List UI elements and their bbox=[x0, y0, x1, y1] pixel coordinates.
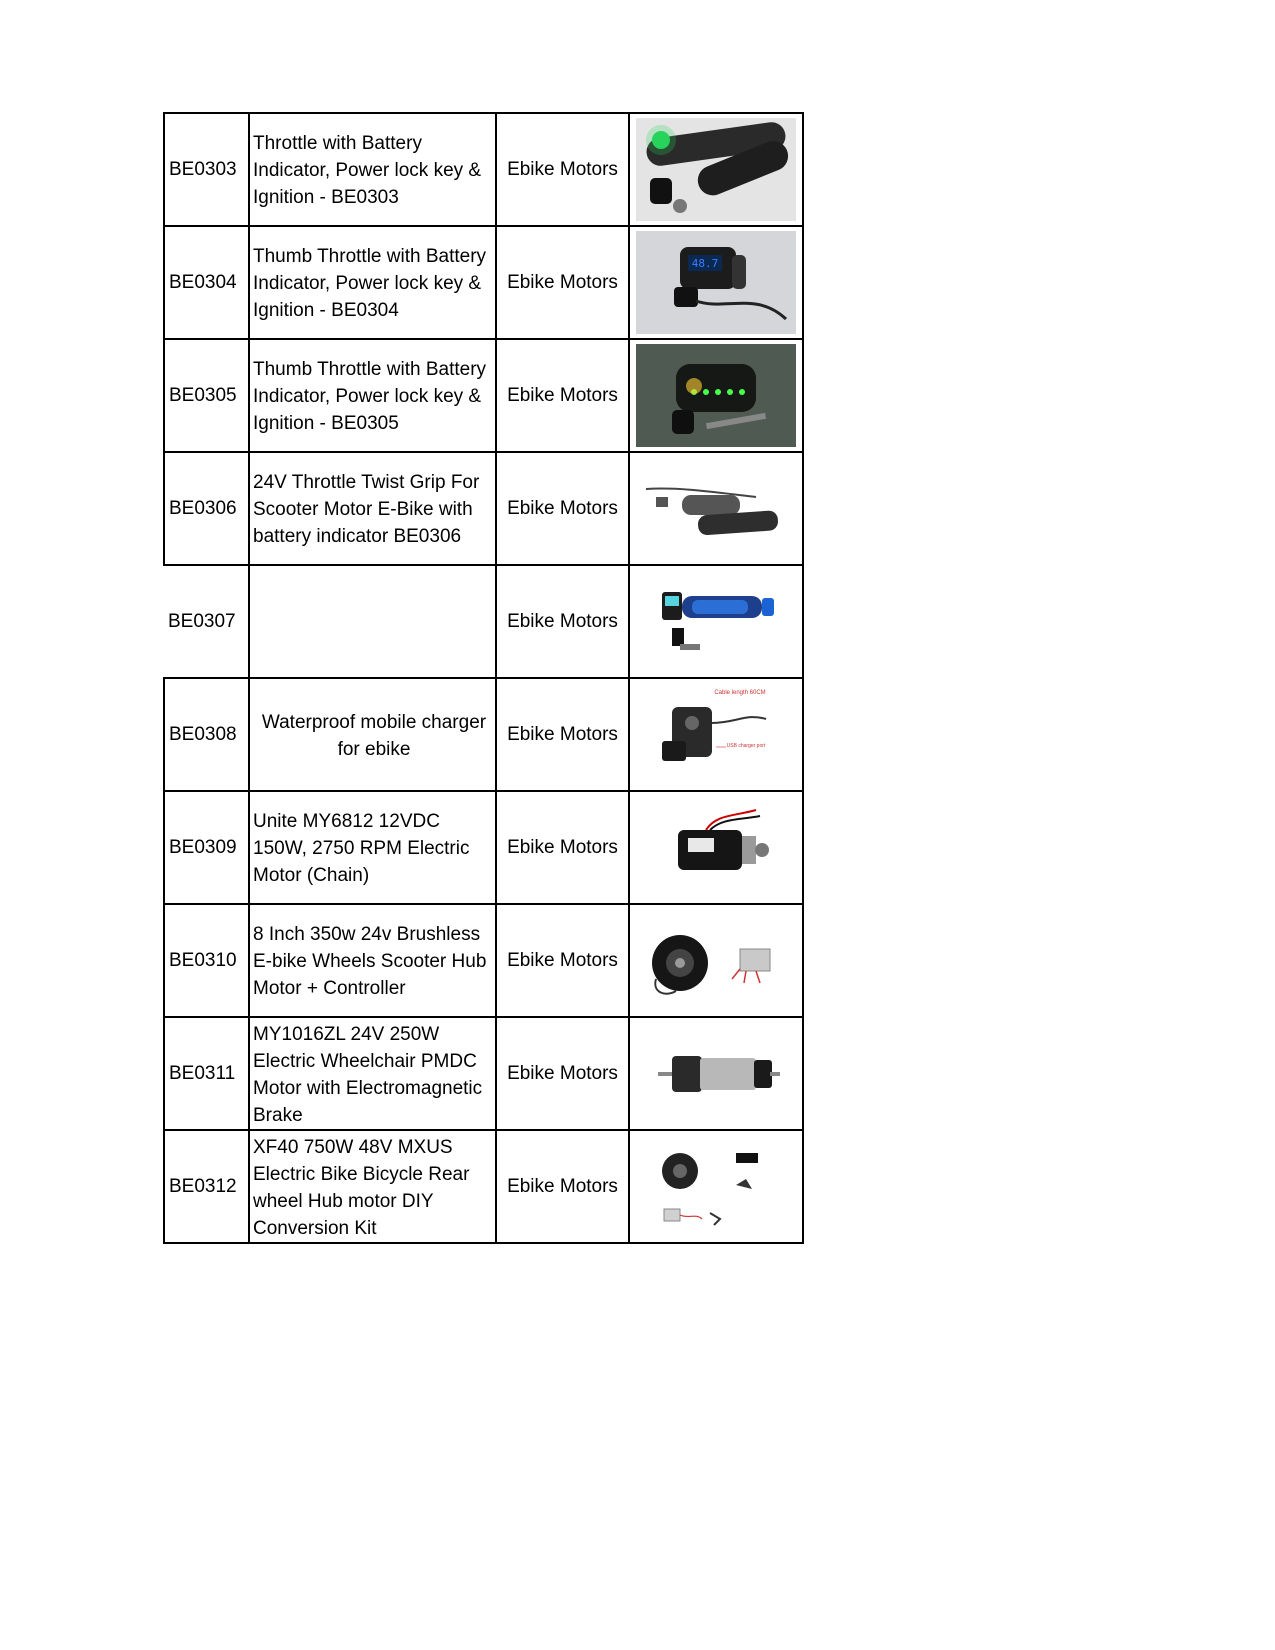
hub-motor-photo bbox=[636, 909, 796, 1012]
table-row bbox=[164, 113, 803, 226]
product-code: BE0312 bbox=[164, 1130, 249, 1243]
table-row bbox=[164, 791, 803, 904]
product-category: Ebike Motors bbox=[496, 565, 629, 678]
product-category: Ebike Motors bbox=[496, 1017, 629, 1130]
table-row bbox=[164, 226, 803, 339]
product-code: BE0307 bbox=[164, 565, 249, 678]
product-code: BE0303 bbox=[164, 113, 249, 226]
product-description: 24V Throttle Twist Grip For Scooter Motor E-Bike with battery indicator BE0306 bbox=[249, 452, 496, 565]
table-row bbox=[164, 1130, 803, 1243]
product-table bbox=[163, 112, 804, 1244]
table-row bbox=[164, 1017, 803, 1130]
dc-motor-photo bbox=[636, 796, 796, 899]
svg-text:48.7: 48.7 bbox=[691, 257, 719, 270]
product-category: Ebike Motors bbox=[496, 1130, 629, 1243]
product-category: Ebike Motors bbox=[496, 904, 629, 1017]
product-description: 8 Inch 350w 24v Brushless E-bike Wheels Scooter Hub Motor + Controller bbox=[249, 904, 496, 1017]
product-image bbox=[629, 791, 803, 904]
product-code: BE0309 bbox=[164, 791, 249, 904]
thumb-throttle-led-photo bbox=[636, 344, 796, 447]
product-description: Waterproof mobile charger for ebike bbox=[249, 678, 496, 791]
product-description: Thumb Throttle with Battery Indicator, Power lock key & Ignition - BE0304 bbox=[249, 226, 496, 339]
product-description: Unite MY6812 12VDC 150W, 2750 RPM Electric Motor (Chain) bbox=[249, 791, 496, 904]
table-row bbox=[164, 452, 803, 565]
twist-grip-photo bbox=[636, 457, 796, 560]
product-image bbox=[629, 565, 803, 678]
product-category: Ebike Motors bbox=[496, 791, 629, 904]
handlebar-charger-photo bbox=[636, 683, 796, 786]
product-description: MY1016ZL 24V 250W Electric Wheelchair PMDC Motor with Electromagnetic Brake bbox=[249, 1017, 496, 1130]
product-category: Ebike Motors bbox=[496, 226, 629, 339]
product-description bbox=[249, 565, 496, 678]
product-code: BE0310 bbox=[164, 904, 249, 1017]
product-description: Thumb Throttle with Battery Indicator, Power lock key & Ignition - BE0305 bbox=[249, 339, 496, 452]
table-row bbox=[164, 678, 803, 791]
pmdc-motor-photo bbox=[636, 1022, 796, 1125]
conversion-kit-photo bbox=[636, 1135, 796, 1238]
product-image bbox=[629, 678, 803, 791]
product-category: Ebike Motors bbox=[496, 452, 629, 565]
product-image bbox=[629, 1130, 803, 1243]
product-image bbox=[629, 226, 803, 339]
usb-port-annotation: USB charger port bbox=[726, 743, 766, 749]
product-category: Ebike Motors bbox=[496, 339, 629, 452]
product-image bbox=[629, 113, 803, 226]
product-code: BE0305 bbox=[164, 339, 249, 452]
product-description: Throttle with Battery Indicator, Power lock key & Ignition - BE0303 bbox=[249, 113, 496, 226]
product-code: BE0304 bbox=[164, 226, 249, 339]
table-row bbox=[164, 339, 803, 452]
product-code: BE0308 bbox=[164, 678, 249, 791]
twist-throttle-photo bbox=[636, 118, 796, 221]
product-image bbox=[629, 339, 803, 452]
thumb-throttle-photo bbox=[636, 231, 796, 334]
product-code: BE0306 bbox=[164, 452, 249, 565]
blue-twist-throttle-photo bbox=[636, 570, 796, 673]
product-description: XF40 750W 48V MXUS Electric Bike Bicycle Rear wheel Hub motor DIY Conversion Kit bbox=[249, 1130, 496, 1243]
product-category: Ebike Motors bbox=[496, 113, 629, 226]
product-code: BE0311 bbox=[164, 1017, 249, 1130]
product-image bbox=[629, 452, 803, 565]
table-row bbox=[164, 565, 803, 678]
product-category: Ebike Motors bbox=[496, 678, 629, 791]
table-row bbox=[164, 904, 803, 1017]
product-image bbox=[629, 1017, 803, 1130]
cable-length-annotation: Cable length 60CM bbox=[714, 690, 766, 696]
product-image bbox=[629, 904, 803, 1017]
